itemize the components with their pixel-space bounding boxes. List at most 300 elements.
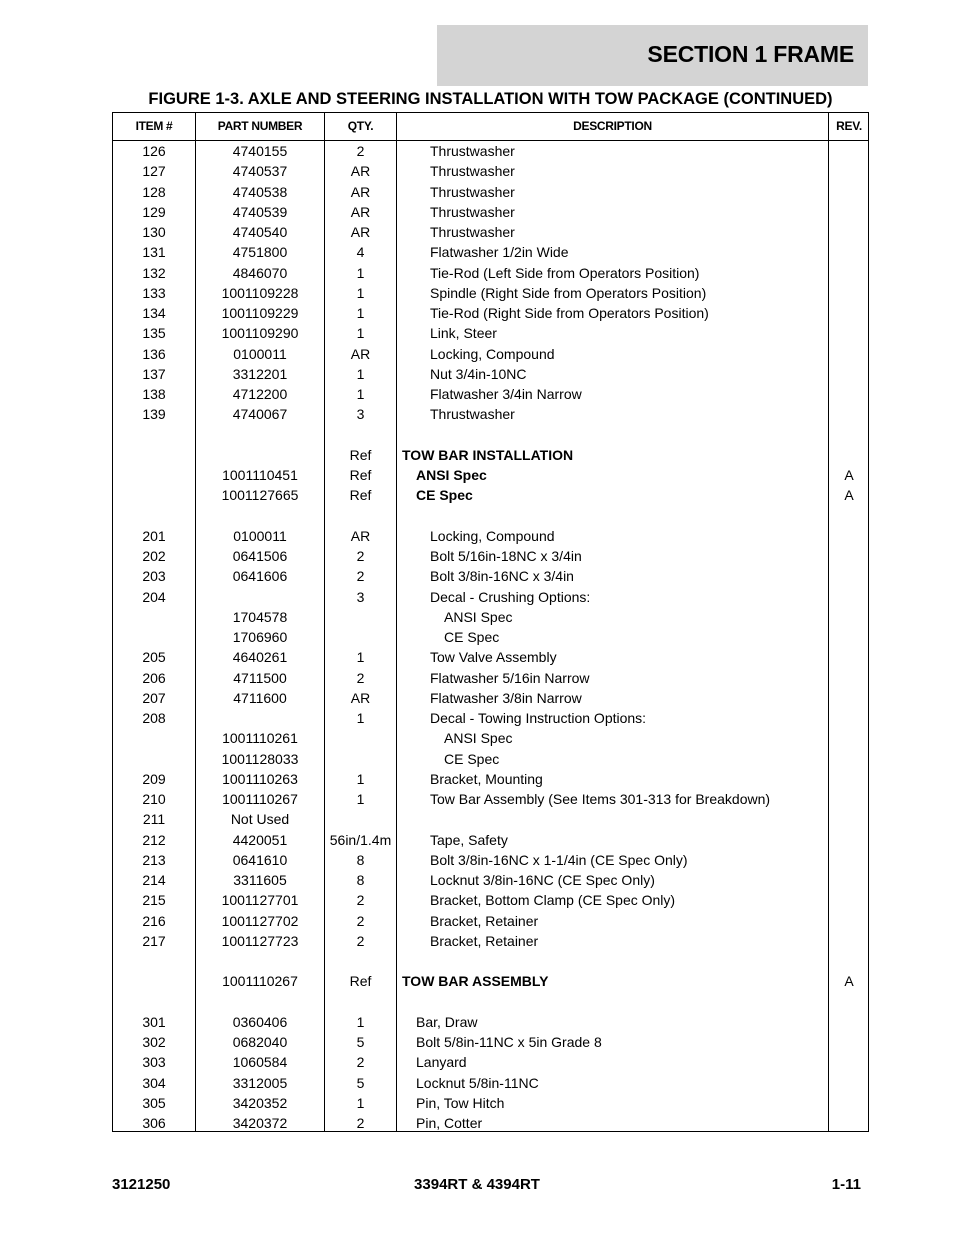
rev-cell: [829, 141, 869, 161]
item-cell: 139: [142, 406, 166, 423]
part-number-cell: 4751800: [232, 244, 288, 261]
description-cell: TOW BAR INSTALLATION: [402, 446, 574, 463]
footer-model: 3394RT & 4394RT: [414, 1176, 540, 1193]
rev-cell: [829, 1032, 869, 1052]
table-row: [113, 202, 868, 222]
description-cell: ANSI Spec: [416, 467, 487, 483]
description-cell: CE Spec: [416, 487, 473, 504]
table-row: [113, 526, 868, 546]
part-number-cell: 3311605: [233, 872, 287, 888]
item-cell: 217: [142, 932, 166, 949]
rev-cell: A: [844, 487, 854, 504]
description-cell: Bolt 5/16in-18NC x 3/4in: [430, 548, 582, 564]
description-cell: TOW BAR ASSEMBLY: [402, 973, 549, 990]
qty-cell: 1: [356, 365, 365, 382]
qty-cell: 2: [356, 892, 365, 909]
rev-cell: [829, 202, 869, 222]
header-description: DESCRIPTION: [573, 119, 652, 133]
qty-cell: 8: [356, 872, 365, 888]
description-cell: [402, 506, 828, 526]
part-number-cell: [196, 445, 324, 465]
part-number-cell: 4640261: [232, 649, 288, 666]
rev-cell: [829, 668, 869, 688]
description-cell: Flatwasher 1/2in Wide: [430, 244, 569, 261]
description-cell: CE Spec: [444, 750, 500, 767]
rev-cell: [829, 587, 869, 607]
header-item: ITEM #: [135, 119, 173, 133]
description-cell: Locknut 5/8in-11NC: [416, 1074, 539, 1091]
qty-cell: Ref: [349, 487, 372, 504]
item-cell: 202: [142, 548, 166, 564]
qty-cell: 2: [356, 932, 365, 949]
qty-cell: Ref: [349, 467, 372, 483]
qty-cell: AR: [350, 183, 371, 200]
rev-cell: [829, 749, 869, 769]
table-row: [113, 627, 868, 647]
table-row: [113, 607, 868, 627]
rev-cell: [829, 1093, 869, 1113]
part-number-cell: 3420372: [232, 1115, 288, 1131]
table-row: [113, 485, 868, 505]
description-cell: Pin, Tow Hitch: [416, 1094, 505, 1111]
qty-cell: [325, 506, 396, 526]
table-row: [113, 992, 868, 1012]
description-cell: Decal - Crushing Options:: [430, 588, 591, 605]
item-cell: 302: [142, 1034, 166, 1050]
part-number-cell: 1001110261: [222, 730, 298, 747]
rev-cell: [829, 607, 869, 627]
qty-cell: AR: [350, 163, 371, 180]
qty-cell: Ref: [349, 446, 372, 463]
qty-cell: 1: [356, 770, 365, 787]
qty-cell: AR: [350, 224, 371, 240]
item-cell: [113, 728, 195, 748]
rev-cell: [829, 344, 869, 364]
qty-cell: 1: [356, 386, 365, 402]
item-cell: 127: [142, 163, 166, 180]
rev-cell: [829, 384, 869, 404]
qty-cell: 2: [356, 669, 365, 686]
description-cell: Flatwasher 5/16in Narrow: [430, 669, 590, 686]
part-number-cell: 1001109228: [221, 284, 299, 301]
qty-cell: 2: [356, 1115, 365, 1131]
table-body: [113, 141, 868, 1133]
part-number-cell: 4740540: [232, 224, 288, 240]
qty-cell: 1: [356, 649, 365, 666]
part-number-cell: 0641610: [232, 851, 288, 868]
rev-cell: [829, 566, 869, 586]
qty-cell: AR: [350, 203, 371, 220]
qty-cell: 2: [356, 1054, 365, 1071]
description-cell: Nut 3/4in-10NC: [430, 365, 527, 382]
qty-cell: 2: [356, 568, 365, 585]
qty-cell: 4: [356, 244, 365, 261]
table-row: [113, 1052, 868, 1072]
table-row: [113, 951, 868, 971]
part-number-cell: 4740538: [232, 183, 288, 200]
item-cell: 201: [142, 527, 166, 544]
description-cell: Bar, Draw: [416, 1013, 478, 1030]
part-number-cell: [196, 951, 324, 971]
table-row: [113, 303, 868, 323]
part-number-cell: 1060584: [232, 1054, 288, 1071]
rev-cell: [829, 506, 869, 526]
table-row: [113, 749, 868, 769]
part-number-cell: 0641506: [232, 548, 288, 564]
qty-cell: 1: [356, 305, 365, 321]
rev-cell: [829, 303, 869, 323]
item-cell: 306: [142, 1115, 166, 1131]
qty-cell: [325, 951, 396, 971]
description-cell: Bracket, Retainer: [430, 912, 539, 929]
item-cell: 303: [142, 1054, 166, 1071]
rev-cell: A: [844, 973, 854, 990]
rev-cell: [829, 911, 869, 931]
item-cell: [113, 992, 195, 1012]
item-cell: 305: [142, 1094, 166, 1111]
part-number-cell: 1001110267: [222, 973, 298, 990]
table-row: [113, 384, 868, 404]
item-cell: 204: [142, 588, 166, 605]
table-row: [113, 242, 868, 262]
rev-cell: [829, 769, 869, 789]
part-number-cell: [196, 587, 324, 607]
part-number-cell: [196, 425, 324, 445]
description-cell: Bracket, Mounting: [430, 770, 543, 787]
table-row: [113, 1073, 868, 1093]
description-cell: CE Spec: [444, 629, 500, 645]
part-number-cell: 1001127701: [221, 892, 299, 909]
description-cell: Link, Steer: [430, 325, 497, 342]
table-row: [113, 971, 868, 991]
item-cell: [113, 627, 195, 647]
item-cell: [113, 951, 195, 971]
part-number-cell: 4846070: [232, 264, 288, 281]
table-row: [113, 263, 868, 283]
qty-cell: 8: [356, 851, 365, 868]
qty-cell: 1: [356, 710, 365, 726]
section-header-band: [437, 25, 868, 86]
rev-cell: [829, 728, 869, 748]
table-row: [113, 1113, 868, 1133]
figure-title: FIGURE 1-3. AXLE AND STEERING INSTALLATION WITH TOW PACKAGE (CONTINUED): [148, 90, 833, 108]
description-cell: Decal - Towing Instruction Options:: [430, 710, 647, 726]
qty-cell: [325, 749, 396, 769]
rev-cell: [829, 425, 869, 445]
table-row: [113, 506, 868, 526]
description-cell: Tie-Rod (Left Side from Operators Position): [430, 264, 700, 281]
table-row: [113, 364, 868, 384]
rev-cell: [829, 404, 869, 424]
qty-cell: [325, 425, 396, 445]
description-cell: Bolt 5/8in-11NC x 5in Grade 8: [416, 1034, 602, 1050]
table-row: [113, 222, 868, 242]
table-row: [113, 283, 868, 303]
description-cell: [402, 992, 828, 1012]
qty-cell: 3: [356, 406, 365, 423]
item-cell: 205: [142, 649, 166, 666]
item-cell: 138: [142, 386, 166, 402]
description-cell: [402, 425, 828, 445]
qty-cell: 2: [356, 912, 365, 929]
table-row: [113, 182, 868, 202]
item-cell: 214: [142, 872, 166, 888]
item-cell: [113, 506, 195, 526]
part-number-cell: 1706960: [232, 629, 288, 645]
description-cell: Thrustwasher: [430, 203, 515, 220]
item-cell: [113, 749, 195, 769]
description-cell: Locking, Compound: [430, 527, 555, 544]
table-row: [113, 728, 868, 748]
qty-cell: 3: [356, 588, 365, 605]
item-cell: 208: [142, 710, 166, 726]
rev-cell: [829, 627, 869, 647]
footer-doc-number: 3121250: [112, 1176, 171, 1193]
item-cell: 216: [142, 912, 166, 929]
item-cell: 133: [142, 284, 166, 301]
rev-cell: [829, 1113, 869, 1133]
rev-cell: [829, 992, 869, 1012]
item-cell: 209: [142, 770, 166, 787]
item-cell: 213: [142, 851, 166, 868]
description-cell: Locking, Compound: [430, 345, 555, 362]
part-number-cell: 4740067: [232, 406, 288, 423]
item-cell: 304: [142, 1074, 166, 1091]
item-cell: 212: [142, 831, 166, 848]
rev-cell: [829, 890, 869, 910]
part-number-cell: 3312201: [232, 365, 288, 382]
qty-cell: 1: [356, 325, 365, 342]
description-cell: Tie-Rod (Right Side from Operators Position): [430, 305, 709, 321]
rev-cell: [829, 809, 869, 829]
table-row: [113, 850, 868, 870]
part-number-cell: Not Used: [230, 811, 290, 828]
rev-cell: [829, 870, 869, 890]
rev-cell: [829, 830, 869, 850]
rev-cell: [829, 445, 869, 465]
rev-cell: [829, 263, 869, 283]
qty-cell: [325, 728, 396, 748]
description-cell: [402, 809, 856, 829]
item-cell: 135: [142, 325, 166, 342]
table-row: [113, 323, 868, 343]
part-number-cell: 4711600: [233, 689, 287, 706]
table-row: [113, 566, 868, 586]
parts-table: [112, 112, 869, 1132]
description-cell: Bolt 3/8in-16NC x 1-1/4in (CE Spec Only): [430, 851, 688, 868]
rev-cell: [829, 688, 869, 708]
rev-cell: [829, 647, 869, 667]
part-number-cell: 1001110263: [222, 770, 298, 787]
part-number-cell: [196, 992, 324, 1012]
description-cell: Flatwasher 3/4in Narrow: [430, 386, 582, 402]
qty-cell: [325, 607, 396, 627]
part-number-cell: 0682040: [232, 1034, 288, 1050]
item-cell: 211: [142, 811, 166, 828]
rev-cell: [829, 161, 869, 181]
qty-cell: 5: [356, 1034, 365, 1050]
header-qty: QTY.: [347, 119, 374, 133]
part-number-cell: 1001127723: [221, 932, 299, 949]
qty-cell: [325, 809, 396, 829]
table-row: [113, 425, 868, 445]
item-cell: 128: [142, 183, 166, 200]
rev-cell: [829, 222, 869, 242]
table-row: [113, 161, 868, 181]
part-number-cell: 3420352: [232, 1094, 288, 1111]
table-row: [113, 1032, 868, 1052]
description-cell: Spindle (Right Side from Operators Position): [430, 284, 707, 301]
rev-cell: [829, 931, 869, 951]
part-number-cell: 4740537: [232, 163, 288, 180]
qty-cell: AR: [350, 345, 371, 362]
item-cell: 132: [142, 264, 166, 281]
item-cell: 207: [142, 689, 166, 706]
item-cell: 126: [142, 143, 166, 159]
item-cell: 131: [142, 244, 166, 261]
item-cell: 203: [142, 568, 166, 585]
item-cell: [113, 425, 195, 445]
description-cell: Thrustwasher: [430, 224, 515, 240]
part-number-cell: 1001110451: [222, 467, 298, 483]
table-row: [113, 931, 868, 951]
rev-cell: [829, 364, 869, 384]
table-row: [113, 890, 868, 910]
item-cell: 215: [142, 892, 166, 909]
table-row: [113, 344, 868, 364]
table-row: [113, 809, 868, 829]
description-cell: ANSI Spec: [444, 608, 513, 625]
qty-cell: 5: [356, 1074, 365, 1091]
table-row: [113, 870, 868, 890]
description-cell: Bracket, Retainer: [430, 932, 539, 949]
description-cell: Bolt 3/8in-16NC x 3/4in: [430, 568, 574, 585]
item-cell: 134: [142, 305, 166, 321]
qty-cell: AR: [350, 689, 371, 706]
qty-cell: 2: [356, 548, 365, 564]
rev-cell: A: [844, 467, 854, 483]
header-rev: REV.: [836, 119, 862, 133]
description-cell: Thrustwasher: [430, 143, 515, 159]
rev-cell: [829, 708, 869, 728]
qty-cell: 2: [356, 143, 365, 159]
part-number-cell: 3312005: [232, 1074, 288, 1091]
item-cell: [113, 445, 195, 465]
part-number-cell: 0100011: [233, 527, 287, 544]
description-cell: Flatwasher 3/8in Narrow: [430, 689, 582, 706]
qty-cell: 1: [356, 264, 365, 281]
part-number-cell: 1001127702: [221, 912, 299, 929]
table-row: [113, 769, 868, 789]
rev-cell: [829, 526, 869, 546]
part-number-cell: 0360406: [232, 1013, 288, 1030]
table-row: [113, 404, 868, 424]
table-row: [113, 1012, 868, 1032]
qty-cell: 1: [356, 284, 365, 301]
item-cell: 206: [142, 669, 166, 686]
rev-cell: [829, 1052, 869, 1072]
table-row: [113, 445, 868, 465]
item-cell: 301: [142, 1013, 166, 1030]
part-number-cell: 1001128033: [221, 750, 299, 767]
description-cell: ANSI Spec: [444, 730, 513, 747]
description-cell: Pin, Cotter: [416, 1115, 483, 1131]
item-cell: [113, 971, 195, 991]
table-row: [113, 1093, 868, 1113]
description-cell: Tow Bar Assembly (See Items 301-313 for Breakdown): [430, 791, 771, 807]
qty-cell: Ref: [349, 973, 372, 990]
item-cell: 210: [142, 791, 166, 807]
qty-cell: [325, 627, 396, 647]
rev-cell: [829, 323, 869, 343]
part-number-cell: 4740155: [232, 143, 288, 159]
part-number-cell: 0641606: [232, 568, 288, 585]
part-number-cell: 1001127665: [221, 487, 299, 504]
part-number-cell: 1001109290: [221, 325, 299, 342]
part-number-cell: 4712200: [232, 386, 288, 402]
qty-cell: 1: [356, 791, 365, 807]
table-row: [113, 647, 868, 667]
qty-cell: AR: [350, 527, 371, 544]
table-row: [113, 688, 868, 708]
table-row: [113, 587, 868, 607]
rev-cell: [829, 789, 869, 809]
header-part-number: PART NUMBER: [217, 119, 303, 133]
item-cell: [113, 485, 195, 505]
rev-cell: [829, 850, 869, 870]
description-cell: [402, 951, 828, 971]
footer-page-number: 1-11: [831, 1176, 861, 1193]
qty-cell: 56in/1.4m: [329, 831, 392, 848]
description-cell: Thrustwasher: [430, 183, 515, 200]
table-row: [113, 668, 868, 688]
rev-cell: [829, 951, 869, 971]
part-number-cell: 4740539: [232, 203, 288, 220]
rev-cell: [829, 1012, 869, 1032]
item-cell: [113, 465, 195, 485]
rev-cell: [829, 283, 869, 303]
table-row: [113, 911, 868, 931]
part-number-cell: 4420051: [232, 831, 288, 848]
part-number-cell: 1001109229: [221, 305, 299, 321]
rev-cell: [829, 546, 869, 566]
part-number-cell: 0100011: [233, 345, 287, 362]
item-cell: 137: [142, 365, 166, 382]
table-row: [113, 708, 868, 728]
table-row: [113, 141, 868, 161]
description-cell: Bracket, Bottom Clamp (CE Spec Only): [430, 892, 676, 909]
item-cell: 130: [142, 224, 166, 240]
item-cell: 136: [142, 345, 166, 362]
rev-cell: [829, 1073, 869, 1093]
item-cell: [113, 607, 195, 627]
description-cell: Lanyard: [416, 1054, 467, 1071]
table-row: [113, 789, 868, 809]
table-row: [113, 830, 868, 850]
part-number-cell: [196, 708, 324, 728]
description-cell: Locknut 3/8in-16NC (CE Spec Only): [430, 872, 655, 888]
qty-cell: 1: [356, 1013, 365, 1030]
qty-cell: [325, 992, 396, 1012]
table-row: [113, 546, 868, 566]
item-cell: 129: [142, 203, 166, 220]
part-number-cell: 1001110267: [222, 791, 298, 807]
table-row: [113, 465, 868, 485]
table-header: [113, 113, 868, 141]
description-cell: Thrustwasher: [430, 163, 515, 180]
description-cell: Tape, Safety: [430, 831, 508, 848]
description-cell: Tow Valve Assembly: [430, 649, 557, 666]
